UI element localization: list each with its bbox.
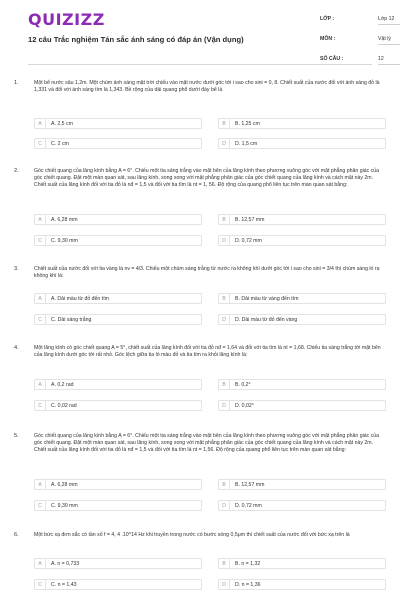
option-letter: A [35, 559, 46, 568]
question-number: 6. [14, 532, 19, 538]
option-letter: C [35, 315, 46, 324]
question-number: 4. [14, 345, 19, 351]
option-letter: A [35, 294, 46, 303]
option-text: D. 0,02° [235, 403, 254, 409]
option-b[interactable] [218, 118, 386, 129]
question-text: Một bức xạ đơn sắc có tần số f = 4, 4 .10^14 Hz khi truyền trong nước có bước sóng 0,5μm thì chiết suất của nước đối với bức xạ trên là [34, 532, 350, 538]
option-text: D. 1,5 cm [235, 141, 258, 147]
option-c[interactable] [34, 314, 202, 325]
option-a[interactable] [34, 118, 202, 129]
option-letter: B [219, 559, 230, 568]
option-a[interactable] [34, 558, 202, 569]
option-text: C. 0,02 rad [51, 403, 77, 409]
option-letter: C [35, 501, 46, 510]
option-text: C. Dải sáng trắng [51, 317, 92, 323]
option-letter: C [35, 580, 46, 589]
option-d[interactable] [218, 138, 386, 149]
header-divider [28, 64, 372, 65]
option-text: A. Dải màu từ đỏ đến tím [51, 296, 109, 302]
option-text: A. n = 0,733 [51, 561, 80, 567]
option-text: A. 2,5 cm [51, 121, 73, 127]
option-c[interactable] [34, 579, 202, 590]
option-letter: A [35, 380, 46, 389]
quizizz-logo: QUIZIZZ [28, 10, 105, 29]
document-title: 12 câu Trắc nghiệm Tán sắc ánh sáng có đáp án (Vận dụng) [28, 35, 244, 44]
option-b[interactable] [218, 479, 386, 490]
option-text: B. 12,57 mm [235, 217, 265, 223]
option-d[interactable] [218, 579, 386, 590]
question-text: Một lăng kính có góc chiết quang A = 5°, chiết suất của lăng kính đối với tia đỏ nđ = 1,64 và đối với tia tím là nt = 1,68. Chiếu tia sáng trắng tới mặt bên của lăng kính dưới góc tới rất nhỏ. Góc lệch giữa tia ló màu đỏ và tia tím ra khỏi lăng kính là: [34, 345, 381, 359]
header [14, 0, 395, 70]
option-letter: D [219, 139, 230, 148]
meta-label: LỚP : [320, 16, 335, 22]
option-letter: A [35, 215, 46, 224]
option-text: B. 1,25 cm [235, 121, 260, 127]
option-a[interactable] [34, 214, 202, 225]
option-text: C. 9,30 mm [51, 238, 78, 244]
option-c[interactable] [34, 500, 202, 511]
question-number: 5. [14, 433, 19, 439]
option-letter: C [35, 236, 46, 245]
meta-value: Lớp 12 [378, 16, 400, 25]
option-letter: D [219, 236, 230, 245]
question-text: Góc chiết quang của lăng kính bằng A = 6°. Chiếu một tia sáng trắng vào mặt bên của lăng kính theo phương vuông góc với mặt phẳng phân giác của góc chiết quang. Đặt một màn quan sát, sau lăng kính, song song với mặt phẳng phân giác của góc chiết quang của lăng kính và cách mặt này 2m. Chiết suất của lăng kính đối với tia đỏ là nđ = 1,5 và đối với tia tím là nt = 1, 56. Độ rộng của quang phổ liên tục trên màn quan sát bằng: [34, 168, 380, 189]
option-letter: B [219, 294, 230, 303]
question-number: 3. [14, 266, 19, 272]
option-letter: C [35, 401, 46, 410]
option-letter: A [35, 119, 46, 128]
option-b[interactable] [218, 293, 386, 304]
meta-value: 12 [378, 56, 400, 65]
option-d[interactable] [218, 235, 386, 246]
option-text: B. 0,2° [235, 382, 251, 388]
option-text: D. 0,72 mm [235, 238, 262, 244]
option-text: B. Dải màu từ vàng đến tím [235, 296, 299, 302]
option-c[interactable] [34, 138, 202, 149]
option-letter: B [219, 380, 230, 389]
option-text: D. Dải màu từ đỏ đến vàng [235, 317, 298, 323]
option-text: D. 0,72 mm [235, 503, 262, 509]
option-c[interactable] [34, 400, 202, 411]
option-text: A. 0,2 rad [51, 382, 74, 388]
meta-row-subject [320, 33, 400, 53]
option-a[interactable] [34, 479, 202, 490]
option-letter: B [219, 480, 230, 489]
meta-label: SỐ CÂU : [320, 56, 344, 62]
option-text: C. 9,30 mm [51, 503, 78, 509]
question-number: 1. [14, 80, 19, 86]
meta-row-count [320, 53, 400, 73]
option-a[interactable] [34, 293, 202, 304]
option-letter: A [35, 480, 46, 489]
option-letter: D [219, 401, 230, 410]
option-text: A. 6,28 mm [51, 482, 78, 488]
option-letter: D [219, 501, 230, 510]
question-text: Góc chiết quang của lăng kính bằng A = 6°. Chiếu một tia sáng trắng vào mặt bên của lăng kính theo phương vuông góc với mặt phẳng phân giác của góc chiết quang. Đặt một màn quan sát, sau lăng kính, song song với mặt phẳng phân giác của góc chiết quang của lăng kính và cách mặt này 2m. Chiết suất của lăng kính đối với tia đỏ là nđ = 1,5 và đối với tia tím là nt = 1,56. Độ rộng của quang phổ liên tục trên màn quan sát bằng: [34, 433, 380, 454]
option-d[interactable] [218, 314, 386, 325]
option-letter: B [219, 119, 230, 128]
option-letter: D [219, 315, 230, 324]
option-text: A. 6,28 mm [51, 217, 78, 223]
option-b[interactable] [218, 558, 386, 569]
option-text: D. n = 1,36 [235, 582, 261, 588]
option-d[interactable] [218, 500, 386, 511]
question-number: 2. [14, 168, 19, 174]
option-d[interactable] [218, 400, 386, 411]
option-text: B. n = 1,32 [235, 561, 261, 567]
meta-label: MÔN : [320, 36, 336, 42]
option-b[interactable] [218, 214, 386, 225]
option-letter: C [35, 139, 46, 148]
option-text: C. n = 1,43 [51, 582, 77, 588]
option-letter: B [219, 215, 230, 224]
option-letter: D [219, 580, 230, 589]
option-b[interactable] [218, 379, 386, 390]
option-a[interactable] [34, 379, 202, 390]
question-text: Chiết suất của nước đối với tia vàng là nv = 4/3. Chiếu một chùm sáng trắng từ nước ra không khí dưới góc tới i sao cho sini = 3/4 thì chùm sáng ló ra không khí là: [34, 266, 380, 280]
option-text: B. 12,57 mm [235, 482, 265, 488]
question-text: Một bể nước sâu 1,2m. Một chùm ánh sáng mặt trời chiếu vào mặt nước dưới góc tới i sao cho sini = 0, 8. Chiết suất của nước đối với ánh sáng đỏ là 1,331 và đối với ánh sáng tím là 1,343. Bề rộng của dải quang phổ dưới đáy bể là [34, 80, 380, 94]
option-text: C. 2 cm [51, 141, 69, 147]
meta-row-class [320, 13, 400, 33]
meta-value: Vật lý [378, 36, 400, 45]
option-c[interactable] [34, 235, 202, 246]
